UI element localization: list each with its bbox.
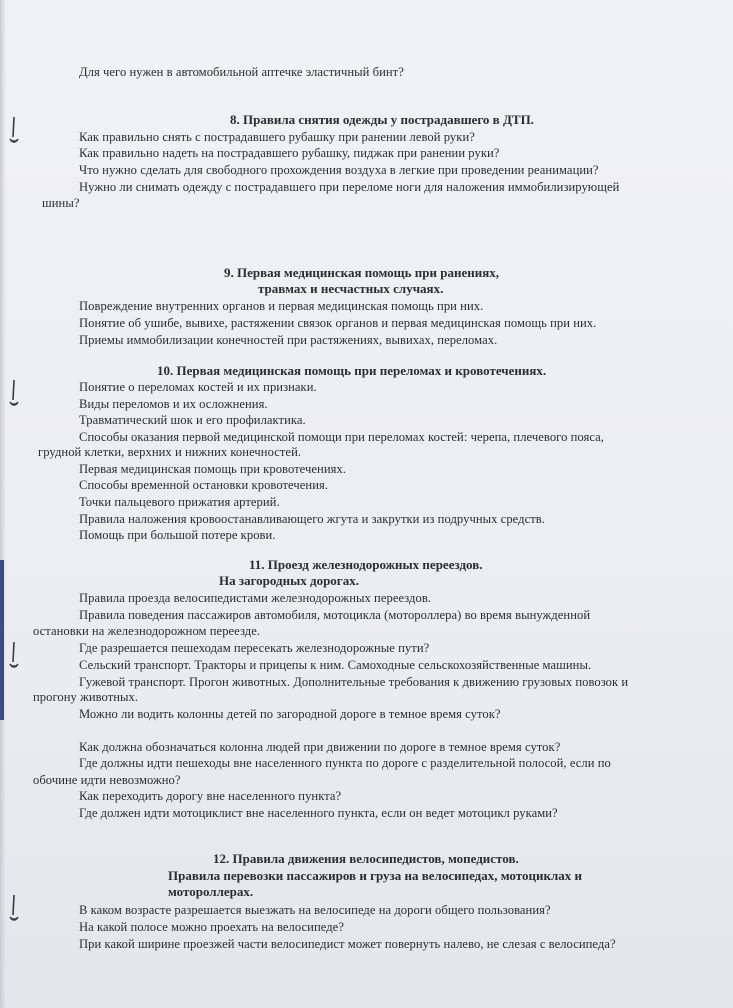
list-item: Как правильно снять с пострадавшего рубашку при ранении левой руки?	[79, 130, 475, 144]
section-12-subtitle-cont: мотороллерах.	[168, 884, 254, 899]
list-item: Повреждение внутренних органов и первая медицинская помощь при них.	[79, 299, 484, 313]
list-item: При какой ширине проезжей части велосипедист может повернуть налево, не слезая с велосипеда?	[79, 937, 616, 951]
list-item: Как правильно надеть на пострадавшего рубашку, пиджак при ранении руки?	[79, 146, 500, 160]
punch-mark-icon	[8, 378, 20, 408]
list-item: Можно ли водить колонны детей по загородной дороге в темное время суток?	[79, 707, 501, 721]
section-12-subtitle: Правила перевозки пассажиров и груза на велосипедах, мотоциклах и	[168, 868, 582, 883]
list-item: остановки на железнодорожном переезде.	[33, 624, 261, 638]
list-item: Где должен идти мотоциклист вне населенного пункта, если он ведет мотоцикл руками?	[79, 806, 558, 820]
list-item: Точки пальцевого прижатия артерий.	[79, 495, 280, 509]
list-item: Приемы иммобилизации конечностей при растяжениях, вывихах, переломах.	[79, 333, 498, 347]
list-item: Способы временной остановки кровотечения.	[79, 478, 329, 492]
list-item: Где разрешается пешеходам пересекать железнодорожные пути?	[79, 641, 430, 655]
section-9-subtitle: травмах и несчастных случаях.	[258, 281, 444, 296]
list-item: Помощь при большой потере крови.	[79, 528, 276, 542]
intro-question: Для чего нужен в автомобильной аптечке эластичный бинт?	[79, 65, 404, 79]
list-item: Первая медицинская помощь при кровотечениях.	[79, 462, 346, 476]
section-11-subtitle: На загородных дорогах.	[219, 573, 359, 588]
punch-mark-icon	[8, 893, 20, 923]
list-item: обочине идти невозможно?	[33, 773, 181, 787]
section-9-title: 9. Первая медицинская помощь при ранениях,	[224, 265, 499, 280]
list-item: Правила проезда велосипедистами железнодорожных переездов.	[79, 591, 432, 605]
list-item: Правила наложения кровоостанавливающего жгута и закрутки из подручных средств.	[79, 512, 545, 526]
list-item: шины?	[42, 196, 80, 210]
list-item: Гужевой транспорт. Прогон животных. Дополнительные требования к движению грузовых повозок и	[79, 675, 629, 689]
list-item: Что нужно сделать для свободного прохождения воздуха в легкие при проведении реанимации?	[79, 163, 599, 177]
page-shadow-edge	[0, 0, 6, 1008]
section-10-title: 10. Первая медицинская помощь при переломах и кровотечениях.	[157, 363, 547, 378]
list-item: грудной клетки, верхних и нижних конечностей.	[38, 445, 302, 459]
punch-mark-icon	[8, 640, 20, 670]
list-item: Как переходить дорогу вне населенного пункта?	[79, 789, 342, 803]
list-item: Способы оказания первой медицинской помощи при переломах костей: черепа, плечевого пояса,	[79, 430, 604, 444]
list-item: Виды переломов и их осложнения.	[79, 397, 268, 411]
list-item: прогону животных.	[33, 690, 139, 704]
list-item: Травматический шок и его профилактика.	[79, 413, 306, 427]
list-item: В каком возрасте разрешается выезжать на велосипеде на дороги общего пользования?	[79, 903, 551, 917]
list-item: Понятие об ушибе, вывихе, растяжении связок органов и первая медицинская помощь при них.	[79, 316, 597, 330]
list-item: Как должна обозначаться колонна людей при движении по дороге в темное время суток?	[79, 740, 561, 754]
section-11-title: 11. Проезд железнодорожных переездов.	[249, 557, 483, 572]
list-item: На какой полосе можно проехать на велосипеде?	[79, 920, 344, 934]
section-8-title: 8. Правила снятия одежды у пострадавшего в ДТП.	[230, 112, 534, 127]
list-item: Правила поведения пассажиров автомобиля, мотоцикла (мотороллера) во время вынужденной	[79, 608, 591, 622]
punch-mark-icon	[8, 115, 20, 145]
background-strip	[0, 560, 4, 720]
list-item: Где должны идти пешеходы вне населенного пункта по дороге с разделительной полосой, если по	[79, 756, 611, 770]
section-12-title: 12. Правила движения велосипедистов, мопедистов.	[213, 851, 519, 866]
list-item: Понятие о переломах костей и их признаки.	[79, 380, 317, 394]
list-item: Сельский транспорт. Тракторы и прицепы к ним. Самоходные сельскохозяйственные машины.	[79, 658, 592, 672]
list-item: Нужно ли снимать одежду с пострадавшего при переломе ноги для наложения иммобилизирующей	[79, 180, 620, 194]
